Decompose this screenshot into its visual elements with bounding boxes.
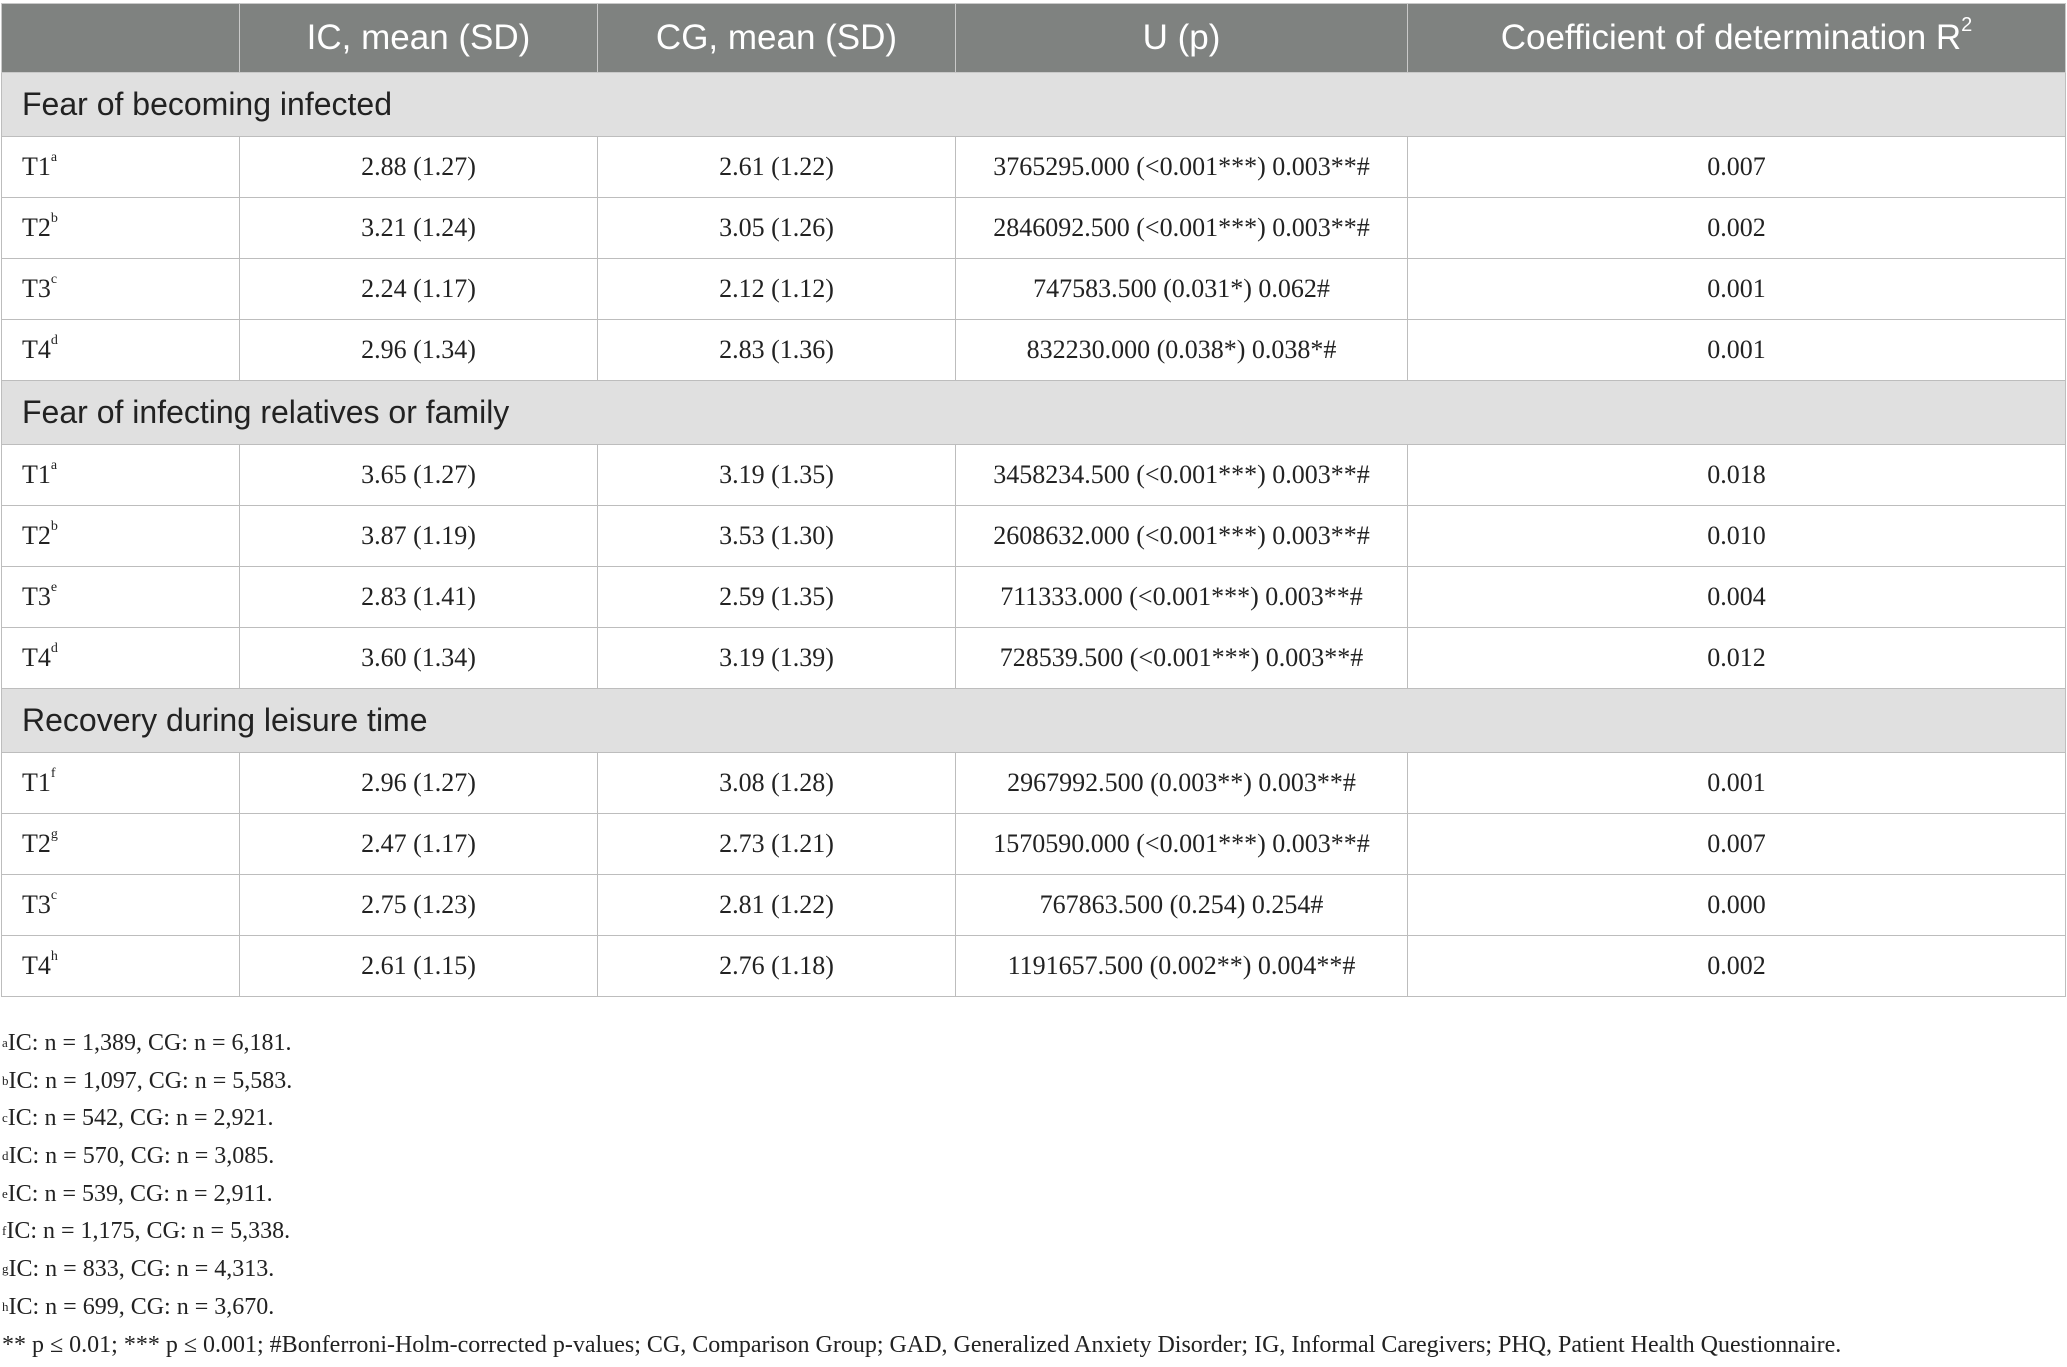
cg-cell: 3.53 (1.30) [598, 506, 956, 567]
row-label-sup: a [50, 458, 58, 473]
cg-cell: 2.12 (1.12) [598, 259, 956, 320]
u-cell: 2846092.500 (<0.001***) 0.003**# [956, 198, 1408, 259]
row-label-text: T3 [22, 274, 51, 303]
footnote-marker: f [2, 1223, 7, 1239]
header-label-column [2, 4, 240, 73]
r2-cell: 0.000 [1408, 875, 2066, 936]
row-label-sup: b [50, 519, 58, 534]
section-title: Fear of becoming infected [2, 73, 2066, 137]
footnote-marker: b [2, 1072, 9, 1088]
row-label [2, 506, 240, 567]
footnote-text: IC: n = 539, CG: n = 2,911. [7, 1180, 273, 1207]
footnote-text: IC: n = 570, CG: n = 3,085. [8, 1143, 275, 1170]
header-cg-mean: CG, mean (SD) [598, 4, 956, 73]
header-ic-mean: IC, mean (SD) [240, 4, 598, 73]
ic-cell: 2.96 (1.27) [240, 753, 598, 814]
table-row [2, 936, 2066, 997]
table-row [2, 628, 2066, 689]
footnote-text: IC: n = 1,389, CG: n = 6,181. [7, 1030, 292, 1056]
row-label-sup: b [50, 211, 58, 226]
footnote [2, 1063, 1841, 1101]
row-label [2, 198, 240, 259]
table-row [2, 753, 2066, 814]
u-cell: 3458234.500 (<0.001***) 0.003**# [956, 445, 1408, 506]
row-label [2, 875, 240, 936]
ic-cell: 2.47 (1.17) [240, 814, 598, 875]
u-cell: 1570590.000 (<0.001***) 0.003**# [956, 814, 1408, 875]
r2-cell: 0.001 [1408, 753, 2066, 814]
section-title: Fear of infecting relatives or family [2, 381, 2066, 445]
footnote [2, 1025, 1841, 1063]
cg-cell: 2.59 (1.35) [598, 567, 956, 628]
u-cell: 1191657.500 (0.002**) 0.004**# [956, 936, 1408, 997]
u-cell: 711333.000 (<0.001***) 0.003**# [956, 567, 1408, 628]
row-label [2, 445, 240, 506]
header-r-squared-sup: 2 [1961, 14, 1973, 36]
row-label-text: T1 [22, 768, 51, 797]
section-row [2, 381, 2066, 445]
footnote [2, 1251, 1841, 1289]
table-row [2, 567, 2066, 628]
footnote-marker: d [2, 1148, 9, 1164]
r2-cell: 0.010 [1408, 506, 2066, 567]
row-label-text: T4 [22, 643, 51, 672]
row-label-sup: c [50, 888, 58, 903]
u-cell: 832230.000 (0.038*) 0.038*# [956, 320, 1408, 381]
cg-cell: 3.08 (1.28) [598, 753, 956, 814]
row-label-text: T1 [22, 460, 51, 489]
r2-cell: 0.018 [1408, 445, 2066, 506]
row-label-text: T3 [22, 582, 51, 611]
footnote-marker: a [2, 1035, 8, 1050]
cg-cell: 3.19 (1.39) [598, 628, 956, 689]
row-label-sup: a [50, 150, 58, 165]
row-label-text: T4 [22, 335, 51, 364]
row-label [2, 628, 240, 689]
footnote-marker: h [2, 1298, 9, 1314]
results-table [1, 3, 2066, 997]
cg-cell: 2.61 (1.22) [598, 137, 956, 198]
cg-cell: 3.19 (1.35) [598, 445, 956, 506]
row-label-sup: d [50, 641, 58, 656]
row-label-sup: d [50, 333, 58, 348]
table-row [2, 445, 2066, 506]
table-row [2, 137, 2066, 198]
footnote-text: IC: n = 1,175, CG: n = 5,338. [6, 1218, 291, 1245]
ic-cell: 2.75 (1.23) [240, 875, 598, 936]
row-label-text: T2 [22, 213, 51, 242]
row-label-sup: f [50, 766, 56, 781]
u-cell: 728539.500 (<0.001***) 0.003**# [956, 628, 1408, 689]
ic-cell: 2.61 (1.15) [240, 936, 598, 997]
footnote [2, 1176, 1841, 1214]
row-label-sup: g [50, 827, 58, 842]
row-label [2, 814, 240, 875]
u-cell: 747583.500 (0.031*) 0.062# [956, 259, 1408, 320]
section-row [2, 73, 2066, 137]
cg-cell: 2.76 (1.18) [598, 936, 956, 997]
header-r-squared [1408, 4, 2066, 73]
table-row [2, 320, 2066, 381]
row-label [2, 320, 240, 381]
cg-cell: 2.73 (1.21) [598, 814, 956, 875]
footnote [2, 1138, 1841, 1176]
table-row [2, 875, 2066, 936]
row-label [2, 567, 240, 628]
ic-cell: 3.65 (1.27) [240, 445, 598, 506]
ic-cell: 2.88 (1.27) [240, 137, 598, 198]
ic-cell: 3.87 (1.19) [240, 506, 598, 567]
footnote-text: IC: n = 699, CG: n = 3,670. [8, 1293, 275, 1320]
table-row [2, 814, 2066, 875]
ic-cell: 2.96 (1.34) [240, 320, 598, 381]
footnote-text: IC: n = 542, CG: n = 2,921. [7, 1105, 274, 1132]
footnote-text: IC: n = 833, CG: n = 4,313. [8, 1256, 275, 1283]
row-label-text: T4 [22, 951, 51, 980]
footnote [2, 1213, 1841, 1251]
table-footnotes [2, 1025, 1841, 1364]
r2-cell: 0.007 [1408, 814, 2066, 875]
r2-cell: 0.007 [1408, 137, 2066, 198]
section-row [2, 689, 2066, 753]
footnote-text: IC: n = 1,097, CG: n = 5,583. [8, 1067, 293, 1094]
header-r-squared-text: Coefficient of determination R [1500, 18, 1962, 57]
u-cell: 2608632.000 (<0.001***) 0.003**# [956, 506, 1408, 567]
row-label-text: T2 [22, 829, 51, 858]
u-cell: 3765295.000 (<0.001***) 0.003**# [956, 137, 1408, 198]
r2-cell: 0.001 [1408, 320, 2066, 381]
r2-cell: 0.002 [1408, 936, 2066, 997]
footnote [2, 1289, 1841, 1327]
header-row [2, 4, 2066, 73]
u-cell: 2967992.500 (0.003**) 0.003**# [956, 753, 1408, 814]
ic-cell: 3.21 (1.24) [240, 198, 598, 259]
row-label-sup: h [50, 949, 58, 964]
ic-cell: 2.24 (1.17) [240, 259, 598, 320]
row-label-sup: e [50, 580, 58, 595]
row-label [2, 936, 240, 997]
row-label [2, 137, 240, 198]
row-label-sup: c [50, 272, 58, 287]
ic-cell: 3.60 (1.34) [240, 628, 598, 689]
header-u-p: U (p) [956, 4, 1408, 73]
table-row [2, 506, 2066, 567]
footnote-marker: g [2, 1261, 9, 1277]
footnote [2, 1100, 1841, 1138]
r2-cell: 0.012 [1408, 628, 2066, 689]
table-row [2, 259, 2066, 320]
cg-cell: 3.05 (1.26) [598, 198, 956, 259]
cg-cell: 2.81 (1.22) [598, 875, 956, 936]
section-title: Recovery during leisure time [2, 689, 2066, 753]
r2-cell: 0.001 [1408, 259, 2066, 320]
r2-cell: 0.004 [1408, 567, 2066, 628]
footnote-marker: c [2, 1110, 8, 1126]
row-label [2, 259, 240, 320]
cg-cell: 2.83 (1.36) [598, 320, 956, 381]
footnote-marker: e [2, 1185, 8, 1201]
r2-cell: 0.002 [1408, 198, 2066, 259]
row-label-text: T3 [22, 890, 51, 919]
row-label [2, 753, 240, 814]
u-cell: 767863.500 (0.254) 0.254# [956, 875, 1408, 936]
table-row [2, 198, 2066, 259]
ic-cell: 2.83 (1.41) [240, 567, 598, 628]
row-label-text: T1 [22, 152, 51, 181]
footnote-text: ** p ≤ 0.01; *** p ≤ 0.001; #Bonferroni-Holm-corrected p-values; CG, Comparison Group; GAD, Generalized Anxiety Disorder; IG, Informal Caregivers; PHQ, Patient Health Questionnaire. [2, 1331, 1842, 1358]
footnote [2, 1327, 1841, 1365]
row-label-text: T2 [22, 521, 51, 550]
